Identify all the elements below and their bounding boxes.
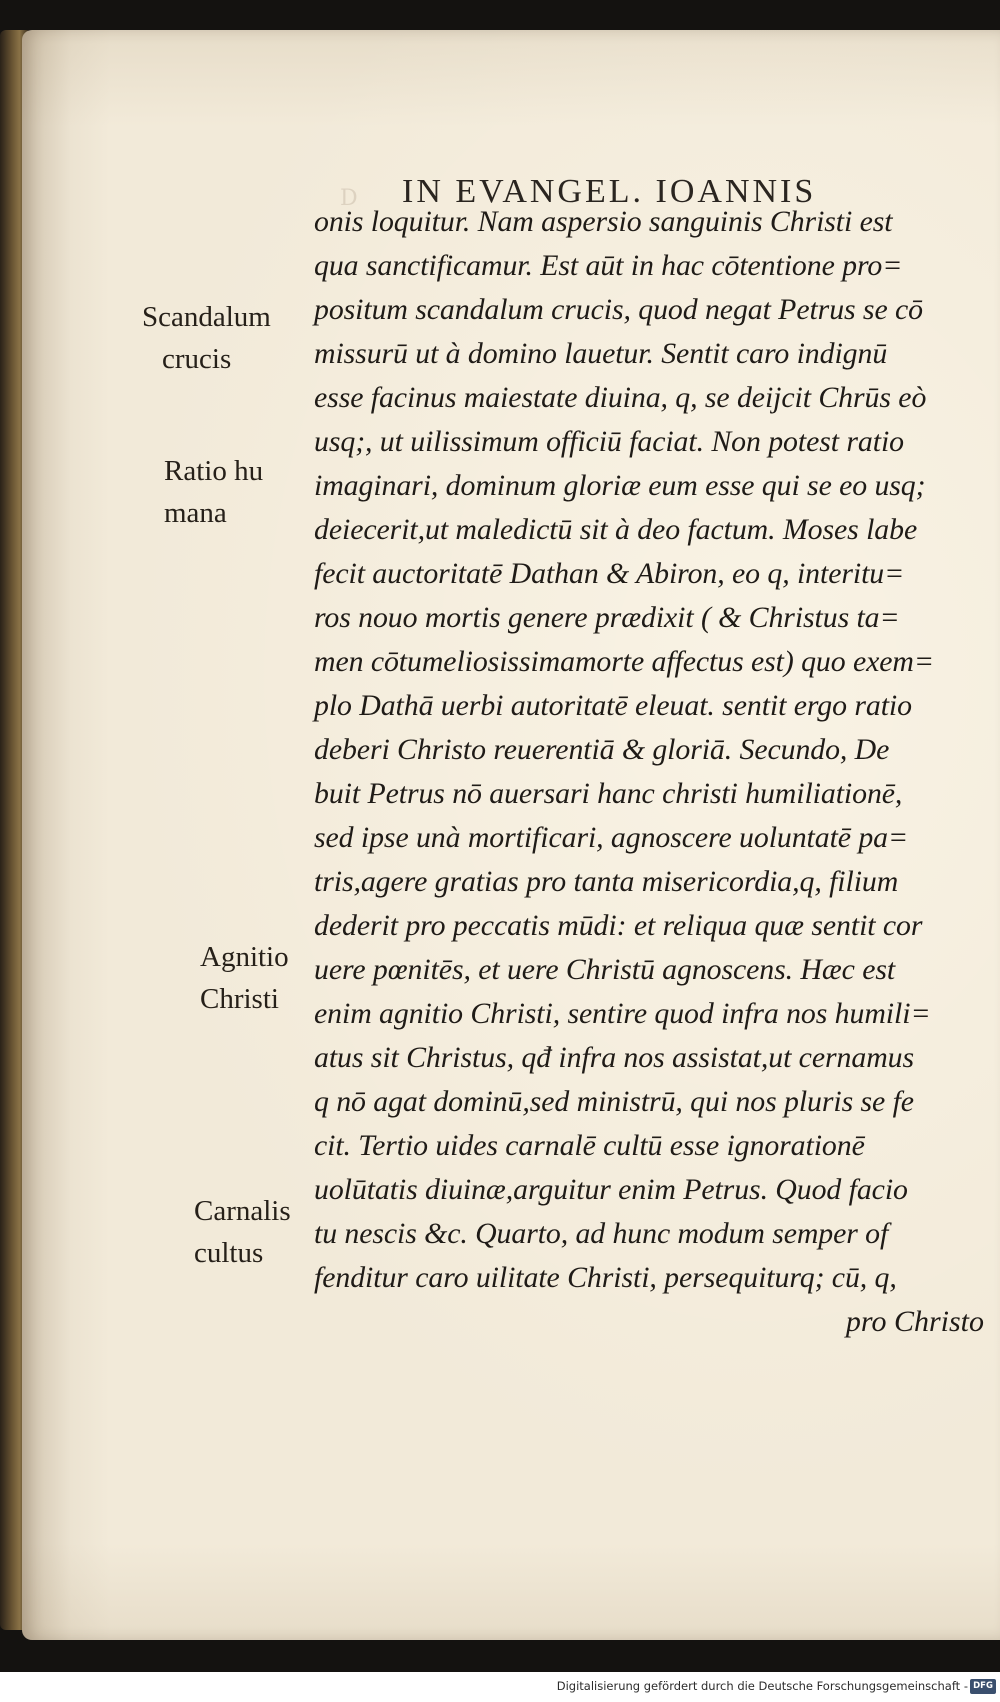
margin-note-scandalum [142, 296, 271, 380]
digitization-footer [0, 1672, 1000, 1702]
text-line: men cōtumeliosissimamorte affectus est) quo exem= [314, 645, 934, 678]
text-line: imaginari, dominum gloriæ eum esse qui se eo usq; [314, 469, 926, 502]
bleedthrough-letter: D [340, 186, 361, 211]
text-line: qua sanctificamur. Est aūt in hac cōtentione pro= [314, 249, 903, 282]
margin-note-line: crucis [162, 343, 232, 375]
text-line: uolūtatis diuinæ,arguitur enim Petrus. Quod facio [314, 1173, 908, 1206]
text-line: cit. Tertio uides carnalē cultū esse ignorationē [314, 1129, 865, 1162]
text-line: esse facinus maiestate diuina, q, se deijcit Chrūs eò [314, 381, 927, 414]
text-line: enim agnitio Christi, sentire quod infra nos humili= [314, 997, 931, 1030]
text-line: fecit auctoritatē Dathan & Abiron, eo q, interitu= [314, 557, 905, 590]
running-header: IN EVANGEL. IOANNIS [402, 173, 817, 210]
text-line: plo Dathā uerbi autoritatē eleuat. sentit ergo ratio [314, 689, 912, 722]
margin-note-line: Christi [200, 983, 279, 1015]
text-line: tu nescis &c. Quarto, ad hunc modum semper of [314, 1217, 889, 1250]
margin-note-agnitio [200, 936, 289, 1020]
text-line: deberi Christo reuerentiā & gloriā. Secundo, De [314, 733, 890, 766]
margin-note-carnalis [194, 1190, 291, 1274]
margin-note-line: Carnalis [194, 1195, 291, 1227]
margin-note-line: Scandalum [142, 301, 271, 333]
main-text-block [314, 200, 990, 1344]
text-line: positum scandalum crucis, quod negat Petrus se cō [314, 293, 923, 326]
catchword-line: pro Christo [845, 1305, 984, 1338]
text-line: missurū ut à domino lauetur. Sentit caro indignū [314, 337, 888, 370]
margin-note-line: cultus [194, 1237, 264, 1269]
text-line: sed ipse unà mortificari, agnoscere uoluntatē pa= [314, 821, 909, 854]
text-line: atus sit Christus, qđ infra nos assistat,ut cernamus [314, 1041, 915, 1074]
margin-note-ratio [164, 450, 263, 534]
text-line: buit Petrus nō auersari hanc christi humiliationē, [314, 777, 903, 810]
margin-note-line: Ratio hu [164, 455, 264, 487]
dfg-logo-icon: DFG [970, 1679, 996, 1694]
text-line: ros nouo mortis genere prædixit ( & Christus ta= [314, 601, 900, 634]
text-line: fenditur caro uilitate Christi, persequiturq; cū, q, [314, 1261, 897, 1294]
footer-credit: Digitalisierung gefördert durch die Deutsche Forschungsgemeinschaft - [556, 1679, 968, 1693]
text-line: tris,agere gratias pro tanta misericordia,q, filium [314, 865, 899, 898]
text-line: deiecerit,ut maledictū sit à deo factum. Moses labe [314, 513, 918, 546]
margin-note-line: mana [164, 497, 227, 529]
text-line: q nō agat dominū,sed ministrū, qui nos pluris se fe [314, 1085, 914, 1118]
text-line: uere pœnitēs, et uere Christū agnoscens. Hæc est [314, 953, 896, 986]
margin-note-line: Agnitio [200, 941, 289, 973]
text-line: usq;, ut uilissimum officiū faciat. Non potest ratio [314, 425, 905, 458]
text-line: dederit pro peccatis mūdi: et reliqua quæ sentit cor [314, 909, 923, 942]
text-line: onis loquitur. Nam aspersio sanguinis Christi est [314, 205, 893, 238]
